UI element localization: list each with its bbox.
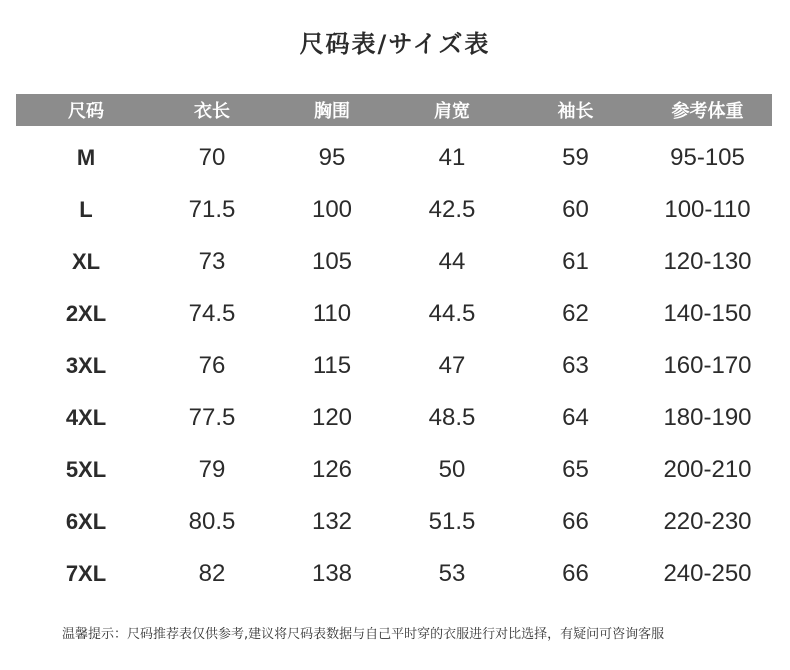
size-cell: M bbox=[76, 145, 96, 170]
shoulder-cell: 50 bbox=[438, 456, 466, 483]
size-cell: 6XL bbox=[65, 509, 107, 534]
table-row bbox=[16, 236, 772, 288]
shoulder-cell: 51.5 bbox=[428, 508, 476, 535]
size-table bbox=[16, 94, 772, 600]
chest-cell: 138 bbox=[311, 560, 353, 587]
chest-cell: 126 bbox=[311, 456, 353, 483]
table-row bbox=[16, 132, 772, 184]
chest-cell: 132 bbox=[311, 508, 353, 535]
shoulder-cell: 41 bbox=[438, 144, 466, 171]
chest-cell: 100 bbox=[311, 196, 353, 223]
length-cell: 79 bbox=[198, 456, 226, 483]
shoulder-cell: 42.5 bbox=[428, 196, 476, 223]
table-row bbox=[16, 340, 772, 392]
header-weight: 参考体重 bbox=[671, 101, 744, 122]
length-cell: 80.5 bbox=[188, 508, 236, 535]
length-cell: 76 bbox=[198, 352, 226, 379]
length-cell: 77.5 bbox=[188, 404, 236, 431]
page-title: 尺码表/サイズ表 bbox=[299, 30, 491, 58]
length-cell: 73 bbox=[198, 248, 226, 275]
sleeve-cell: 59 bbox=[562, 144, 589, 171]
table-row bbox=[16, 444, 772, 496]
chest-cell: 105 bbox=[311, 248, 353, 275]
weight-cell: 180-190 bbox=[663, 404, 752, 431]
table-row bbox=[16, 288, 772, 340]
table-row bbox=[16, 548, 772, 600]
header-shoulder: 肩宽 bbox=[434, 101, 470, 122]
size-cell: 7XL bbox=[65, 561, 107, 586]
shoulder-cell: 47 bbox=[438, 352, 466, 379]
header-chest: 胸围 bbox=[314, 101, 350, 122]
shoulder-cell: 44.5 bbox=[428, 300, 476, 327]
header-length: 衣长 bbox=[194, 101, 230, 122]
chest-cell: 95 bbox=[318, 144, 346, 171]
shoulder-cell: 48.5 bbox=[428, 404, 476, 431]
sleeve-cell: 65 bbox=[562, 456, 589, 483]
sleeve-cell: 64 bbox=[562, 404, 589, 431]
size-cell: L bbox=[79, 197, 93, 222]
weight-cell: 220-230 bbox=[663, 508, 752, 535]
weight-cell: 95-105 bbox=[670, 144, 745, 171]
length-cell: 82 bbox=[198, 560, 226, 587]
sleeve-cell: 63 bbox=[562, 352, 589, 379]
weight-cell: 160-170 bbox=[663, 352, 752, 379]
length-cell: 70 bbox=[198, 144, 226, 171]
table-row bbox=[16, 184, 772, 236]
sleeve-cell: 66 bbox=[562, 508, 589, 535]
weight-cell: 100-110 bbox=[664, 196, 751, 223]
sleeve-cell: 62 bbox=[562, 300, 589, 327]
table-row bbox=[16, 496, 772, 548]
weight-cell: 200-210 bbox=[663, 456, 752, 483]
size-cell: 3XL bbox=[65, 353, 107, 378]
size-cell: 5XL bbox=[65, 457, 107, 482]
size-note: 温馨提示：尺码推荐表仅供参考,建议将尺码表数据与自己平时穿的衣服进行对比选择，有疑问可咨询客服 bbox=[62, 627, 665, 642]
weight-cell: 140-150 bbox=[663, 300, 752, 327]
weight-cell: 120-130 bbox=[663, 248, 752, 275]
chest-cell: 120 bbox=[311, 404, 353, 431]
shoulder-cell: 44 bbox=[438, 248, 466, 275]
header-size: 尺码 bbox=[68, 101, 104, 122]
size-cell: 2XL bbox=[65, 301, 107, 326]
chest-cell: 115 bbox=[312, 352, 352, 379]
shoulder-cell: 53 bbox=[438, 560, 466, 587]
size-cell: XL bbox=[71, 249, 101, 274]
weight-cell: 240-250 bbox=[663, 560, 752, 587]
sleeve-cell: 61 bbox=[562, 248, 589, 275]
length-cell: 74.5 bbox=[188, 300, 236, 327]
sleeve-cell: 60 bbox=[562, 196, 589, 223]
size-cell: 4XL bbox=[65, 405, 107, 430]
table-row bbox=[16, 392, 772, 444]
length-cell: 71.5 bbox=[188, 196, 236, 223]
table-header-row bbox=[16, 94, 772, 126]
chest-cell: 110 bbox=[312, 300, 352, 327]
header-sleeve: 袖长 bbox=[557, 101, 594, 122]
sleeve-cell: 66 bbox=[562, 560, 589, 587]
